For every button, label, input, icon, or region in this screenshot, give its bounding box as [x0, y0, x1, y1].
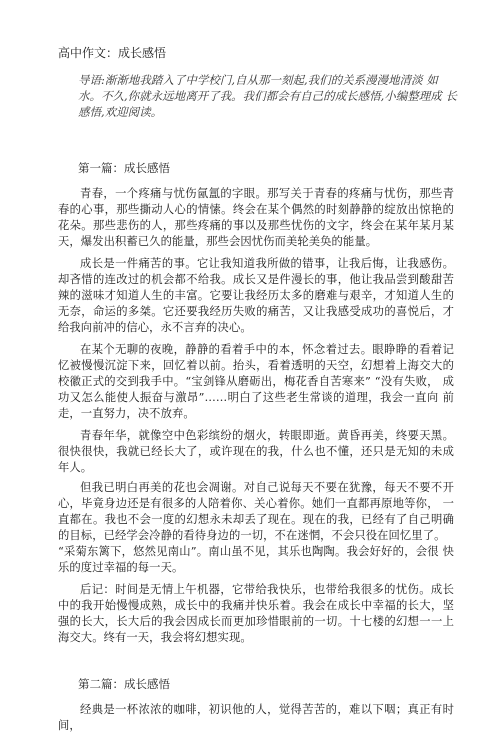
section-1-paragraph-2: 成长是一件痛苦的事。它让我知道我所做的错事，让我后悔，让我感伤。 却吝惜的连改过的机会都不给我。成长又是件漫长的事，他让我品尝到酸甜苦 辣的滋味才知道人生的丰富。它要让我经历太多的磨难与艰辛，才知道人生的 无奈，命运的多桀。它还要我经历失败的痛苦，又让我感受成功的喜悦后，才 给我向前冲的信心，永不言弃的决心。	[58, 257, 454, 334]
section-1-paragraph-5: 但我已明白再美的花也会凋谢。对自己说每天不要在犹豫，每天不要不开 心，毕竟身边还是有很多的人陪着你、关心着你。她们一直都再原地等你， 一直都在。我也不会一度的幻想永未却丢了现在。现在的我，已经有了自己明确 的目标，已经学会冷静的看待身边的一切，不在迷惘，不会只役在回忆里了。 “采菊东篱下，悠然见南山”。南山虽不见，其乐也陶陶。我会好好的，会很 快乐的度过幸福的每一天。	[58, 481, 454, 574]
section-2-title: 第二篇：成长感悟	[78, 677, 170, 691]
intro-paragraph: 导语:渐渐地我踏入了中学校门,自从那一刻起,我们的关系漫漫地清淡 如水。不久,你就永远地离开了我。我们都会有自己的成长感悟,小编整理成 长感悟,欢迎阅读。	[78, 73, 457, 119]
section-1-paragraph-6: 后记：时间是无情上午机器，它带给我快乐，也带给我很多的忧伤。成长 中的我开始慢慢成熟，成长中的我痛并快乐着。我会在成长中幸福的长大，坚 强的长大，长大后的我会因成长而更加珍惜眼前的一切。十七楼的幻想一一上 海交大。终有一天，我会将幻想实现。	[58, 583, 454, 644]
section-2-paragraph-1: 经典是一杯浓浓的咖啡，初识他的人，觉得苦苦的，难以下咽；真正有时 间，	[58, 703, 454, 732]
document-title: 高中作文：成长感悟	[58, 46, 167, 60]
section-1-title: 第一篇：成长感悟	[78, 161, 170, 175]
section-1-paragraph-4: 青春年华，就像空中色彩缤纷的烟火，转眼即逝。黄昏再美，终要天黑。 很快很快，我就已经长大了，或许现在的我，什么也不懂，还只是无知的未成 年人。	[58, 429, 454, 474]
section-1-paragraph-1: 青春，一个疼痛与忧伤氤氲的字眼。那写关于青春的疼痛与忧伤，那些青 春的心事，那些撕动人心的情愫。终会在某个偶然的时刻静静的绽放出惊艳的 花朵。那些悲伤的人，那些疼痛的事以及那些忧伤的文字，终会在某年某月某 天，爆发出积蓄已久的能量，那些会因忧伤而美轮美奂的能量。	[58, 187, 454, 248]
section-1-paragraph-3: 在某个无聊的夜晚，静静的看着手中的本，怀念着过去。眼睁睁的看着记 忆被慢慢沉淀下来，回忆着以前。抬头，看着透明的天空，幻想着上海交大的 校徽正式的交到我手中。“宝剑锋从磨砺出，梅花香自苦寒来” “没有失败， 成功又怎么能使人振奋与激昂”……明白了这些老生常谈的道理，我会一直向 前走，一直努力，决不放弃。	[58, 343, 454, 420]
